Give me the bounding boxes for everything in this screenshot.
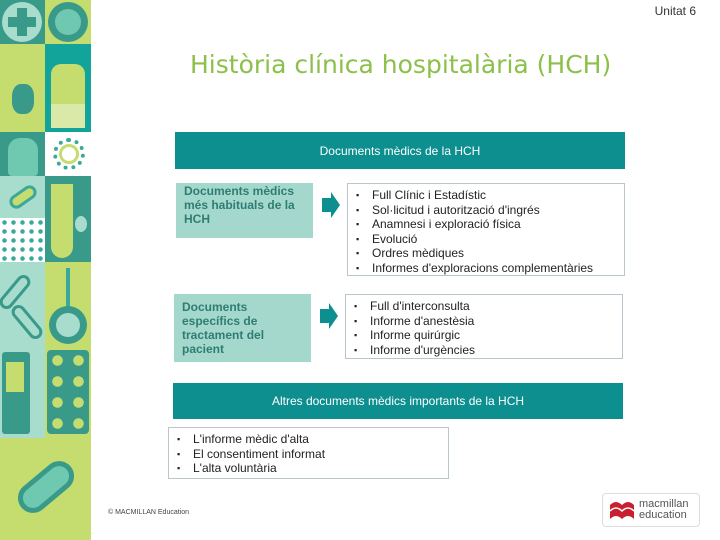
- list-item: ▪ Anamnesi i exploració física: [356, 217, 616, 232]
- section-header-documents: Documents mèdics de la HCH: [175, 132, 625, 169]
- group-label-especifics: Documents específics de tractament del pacient: [174, 294, 311, 362]
- list-item: ▪ Informe d'urgències: [354, 343, 614, 358]
- list-item: ▪ Full Clínic i Estadístic: [356, 188, 616, 203]
- page-title: Història clínica hospitalària (HCH): [190, 50, 612, 79]
- copyright: © MACMILLAN Education: [108, 509, 190, 516]
- arrow-right-icon: [322, 192, 340, 218]
- macmillan-logo: [602, 493, 700, 527]
- section-header-altres: Altres documents mèdics importants de la HCH: [173, 383, 623, 419]
- unit-label: Unitat 6: [654, 4, 696, 18]
- list-item: ▪ Informes d'exploracions complementàries: [356, 261, 616, 276]
- group-label-habituals: Documents mèdics més habituals de la HCH: [176, 183, 313, 238]
- list-especifics: [345, 294, 623, 359]
- list-item: ▪ Sol·licitud i autorització d'ingrés: [356, 203, 616, 218]
- logo-line1: macmillan: [639, 498, 689, 510]
- list-item: ▪ Evolució: [356, 232, 616, 247]
- list-item: ▪ Informe quirúrgic: [354, 328, 614, 343]
- list-item: ▪ Ordres mèdiques: [356, 246, 616, 261]
- list-item: ▪ El consentiment informat: [177, 447, 440, 462]
- logo-line2: education: [639, 509, 687, 521]
- list-item: ▪ Informe d'anestèsia: [354, 314, 614, 329]
- macmillan-logo-icon: [609, 499, 635, 521]
- list-habituals: [347, 183, 625, 276]
- list-item: ▪ L'alta voluntària: [177, 461, 440, 476]
- list-item: ▪ L'informe mèdic d'alta: [177, 432, 440, 447]
- arrow-right-icon: [320, 303, 338, 329]
- list-item: ▪ Full d'interconsulta: [354, 299, 614, 314]
- list-altres: [168, 427, 449, 479]
- decorative-sidebar: [0, 0, 91, 540]
